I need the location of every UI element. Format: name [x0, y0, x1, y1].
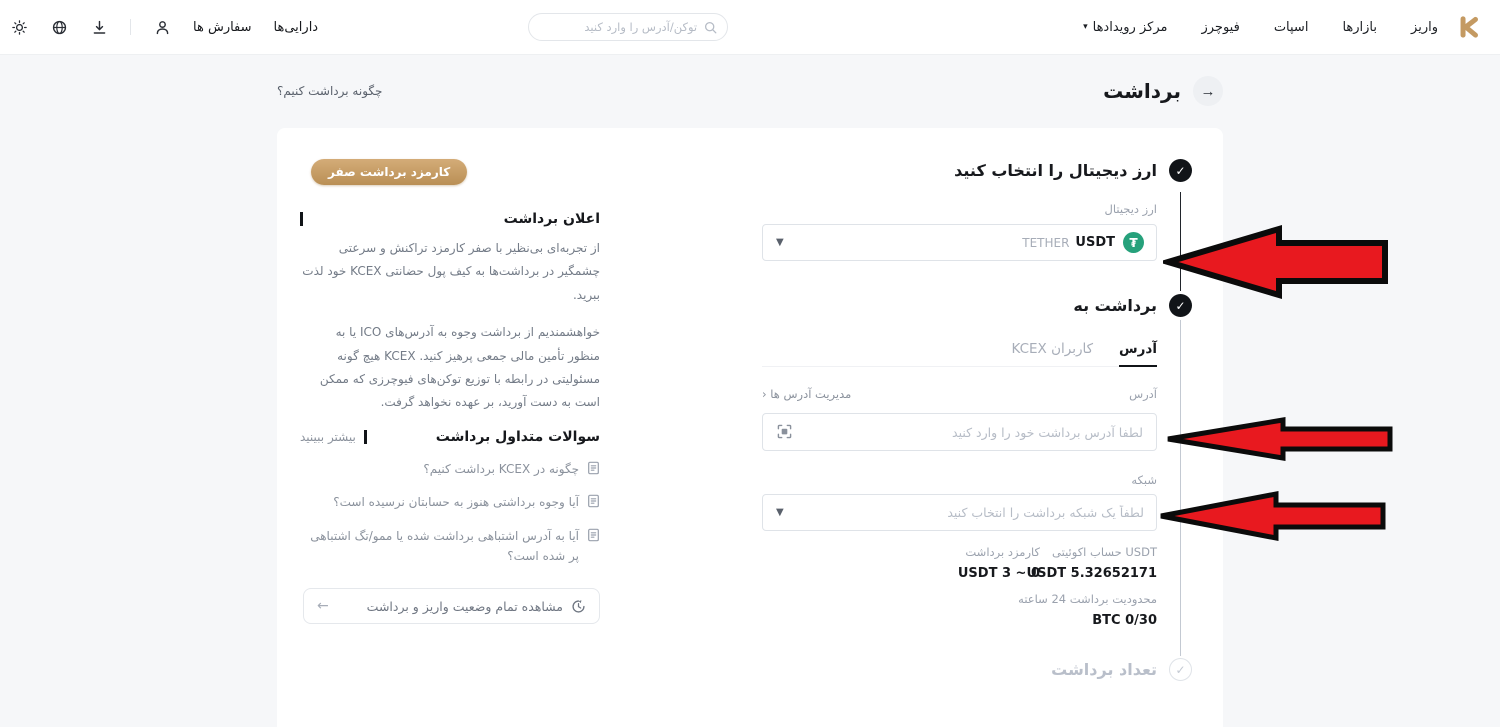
document-icon	[587, 528, 600, 542]
page-head	[277, 72, 1223, 110]
currency-select[interactable]	[762, 224, 1157, 261]
nav-events-label: مرکز رویدادها	[1092, 19, 1168, 35]
view-history-label: مشاهده تمام وضعیت واریز و برداشت	[366, 598, 563, 614]
document-icon	[587, 461, 600, 475]
address-label: آدرس	[1129, 387, 1157, 401]
faq-list	[300, 459, 600, 567]
faq-item-how-to-withdraw[interactable]	[300, 459, 600, 479]
download-app-icon[interactable]	[90, 18, 108, 36]
page-title: برداشت	[1103, 79, 1181, 103]
tether-coin-icon: ₮	[1123, 232, 1144, 253]
limit-info	[1018, 592, 1157, 628]
step-connector-bottom	[1180, 320, 1181, 656]
limit-value: BTC 0/30	[1092, 613, 1157, 628]
nav-deposit[interactable]: واریز	[1411, 19, 1438, 35]
info-aside	[300, 159, 600, 624]
step-connector-top	[1180, 192, 1181, 291]
equity-label: USDT حساب اکوئیتی	[1052, 545, 1157, 559]
equity-value: USDT 5.32652171	[1026, 566, 1157, 581]
notice-paragraph-2: خواهشمندیم از برداشت وجوه به آدرس‌های ICO یا به منظور تأمین مالی جمعی پرهیز کنید. KCEX هیچ گونه مسئولیتی در رابطه با توزیع توکن‌های فیوچرزی که ممکن است به دست آورید، بر عهده نخواهد گرفت.	[319, 325, 600, 410]
faq-text: آیا به آدرس اشتباهی برداشت شده یا ممو/تگ اشتباهی پر شده است؟	[310, 528, 579, 563]
qr-scan-icon[interactable]	[777, 424, 792, 439]
manage-addresses-link[interactable]: مدیریت آدرس ها ‹	[762, 387, 852, 401]
profile-icon[interactable]	[153, 18, 171, 36]
search-icon	[704, 21, 717, 34]
step2-title: برداشت به	[1073, 296, 1157, 315]
history-clock-icon	[571, 599, 586, 614]
nav-futures[interactable]: فیوچرز	[1201, 19, 1240, 35]
search-input[interactable]	[539, 20, 697, 34]
chevron-down-icon: ▾	[1083, 22, 1088, 32]
address-input[interactable]	[762, 413, 1157, 451]
how-to-withdraw-link[interactable]: چگونه برداشت کنیم؟	[277, 84, 383, 98]
fee-info	[958, 545, 1040, 581]
view-history-button[interactable]	[303, 588, 600, 624]
notice-title: اعلان برداشت	[503, 211, 600, 227]
document-icon	[587, 494, 600, 508]
nav-markets[interactable]: بازارها	[1342, 19, 1378, 35]
coin-name: TETHER	[1022, 235, 1070, 250]
step3-check-icon: ✓	[1169, 658, 1192, 681]
kcex-logo-icon	[1456, 14, 1482, 40]
notice-paragraph-1: از تجربه‌ای بی‌نظیر با صفر کارمزد تراکنش و سرعتی چشمگیر در برداشت‌ها به کیف پول حضانتی KCEX خود لذت ببرید.	[302, 241, 600, 302]
arrow-left-icon: ←	[317, 598, 329, 615]
step3-title: تعداد برداشت	[1051, 660, 1157, 679]
language-globe-icon[interactable]	[50, 18, 68, 36]
network-select-input[interactable]	[775, 495, 1144, 530]
step1-title: ارز دیجیتال را انتخاب کنید	[954, 161, 1157, 180]
back-arrow-icon: →	[1200, 82, 1216, 100]
tab-address[interactable]: آدرس	[1119, 341, 1157, 366]
kcex-logo[interactable]	[1456, 14, 1482, 40]
header-user-area	[10, 18, 318, 36]
faq-title: سوالات متداول برداشت	[435, 428, 600, 445]
fee-value: USDT 3 ~ 0	[957, 566, 1040, 581]
chevron-down-icon: ▼	[776, 507, 784, 518]
faq-item-wrong-address[interactable]	[300, 526, 600, 567]
step1-check-icon: ✓	[1169, 159, 1192, 182]
header-divider	[130, 19, 131, 35]
equity-info	[1027, 545, 1157, 581]
limit-label: محدودیت برداشت 24 ساعته	[1018, 592, 1157, 606]
faq-text: آیا وجوه برداشتی هنوز به حسابتان نرسیده است؟	[333, 495, 579, 510]
tab-kcex-users[interactable]: کاربران KCEX	[1011, 341, 1094, 357]
zero-fee-badge[interactable]: کارمزد برداشت صفر	[311, 159, 467, 185]
back-button[interactable]	[1193, 76, 1223, 106]
notice-title-bar	[300, 212, 303, 226]
top-header	[0, 0, 1500, 55]
see-more-link[interactable]: بیشتر ببینید	[300, 429, 356, 444]
main-nav	[1083, 20, 1438, 35]
assets-link[interactable]: دارایی‌ها	[273, 19, 319, 35]
fee-label: کارمزد برداشت	[965, 545, 1040, 559]
nav-events-center[interactable]	[1083, 20, 1167, 35]
network-label: شبکه	[1131, 473, 1157, 487]
faq-text: چگونه در KCEX برداشت کنیم؟	[423, 461, 579, 476]
coin-symbol: USDT	[1075, 235, 1115, 250]
faq-item-funds-not-arrived[interactable]	[300, 492, 600, 512]
see-more-bar	[364, 430, 367, 444]
network-select[interactable]	[762, 494, 1157, 531]
theme-toggle-icon[interactable]	[10, 18, 28, 36]
orders-link[interactable]: سفارش ها	[193, 19, 252, 35]
currency-label: ارز دیجیتال	[1104, 202, 1157, 216]
step2-check-icon: ✓	[1169, 294, 1192, 317]
address-label-row	[762, 387, 1157, 401]
withdraw-card	[277, 128, 1223, 727]
destination-tabs	[762, 341, 1157, 367]
chevron-down-icon: ▼	[776, 237, 784, 248]
nav-spot[interactable]: اسپات	[1273, 19, 1309, 35]
header-search[interactable]	[528, 13, 728, 41]
